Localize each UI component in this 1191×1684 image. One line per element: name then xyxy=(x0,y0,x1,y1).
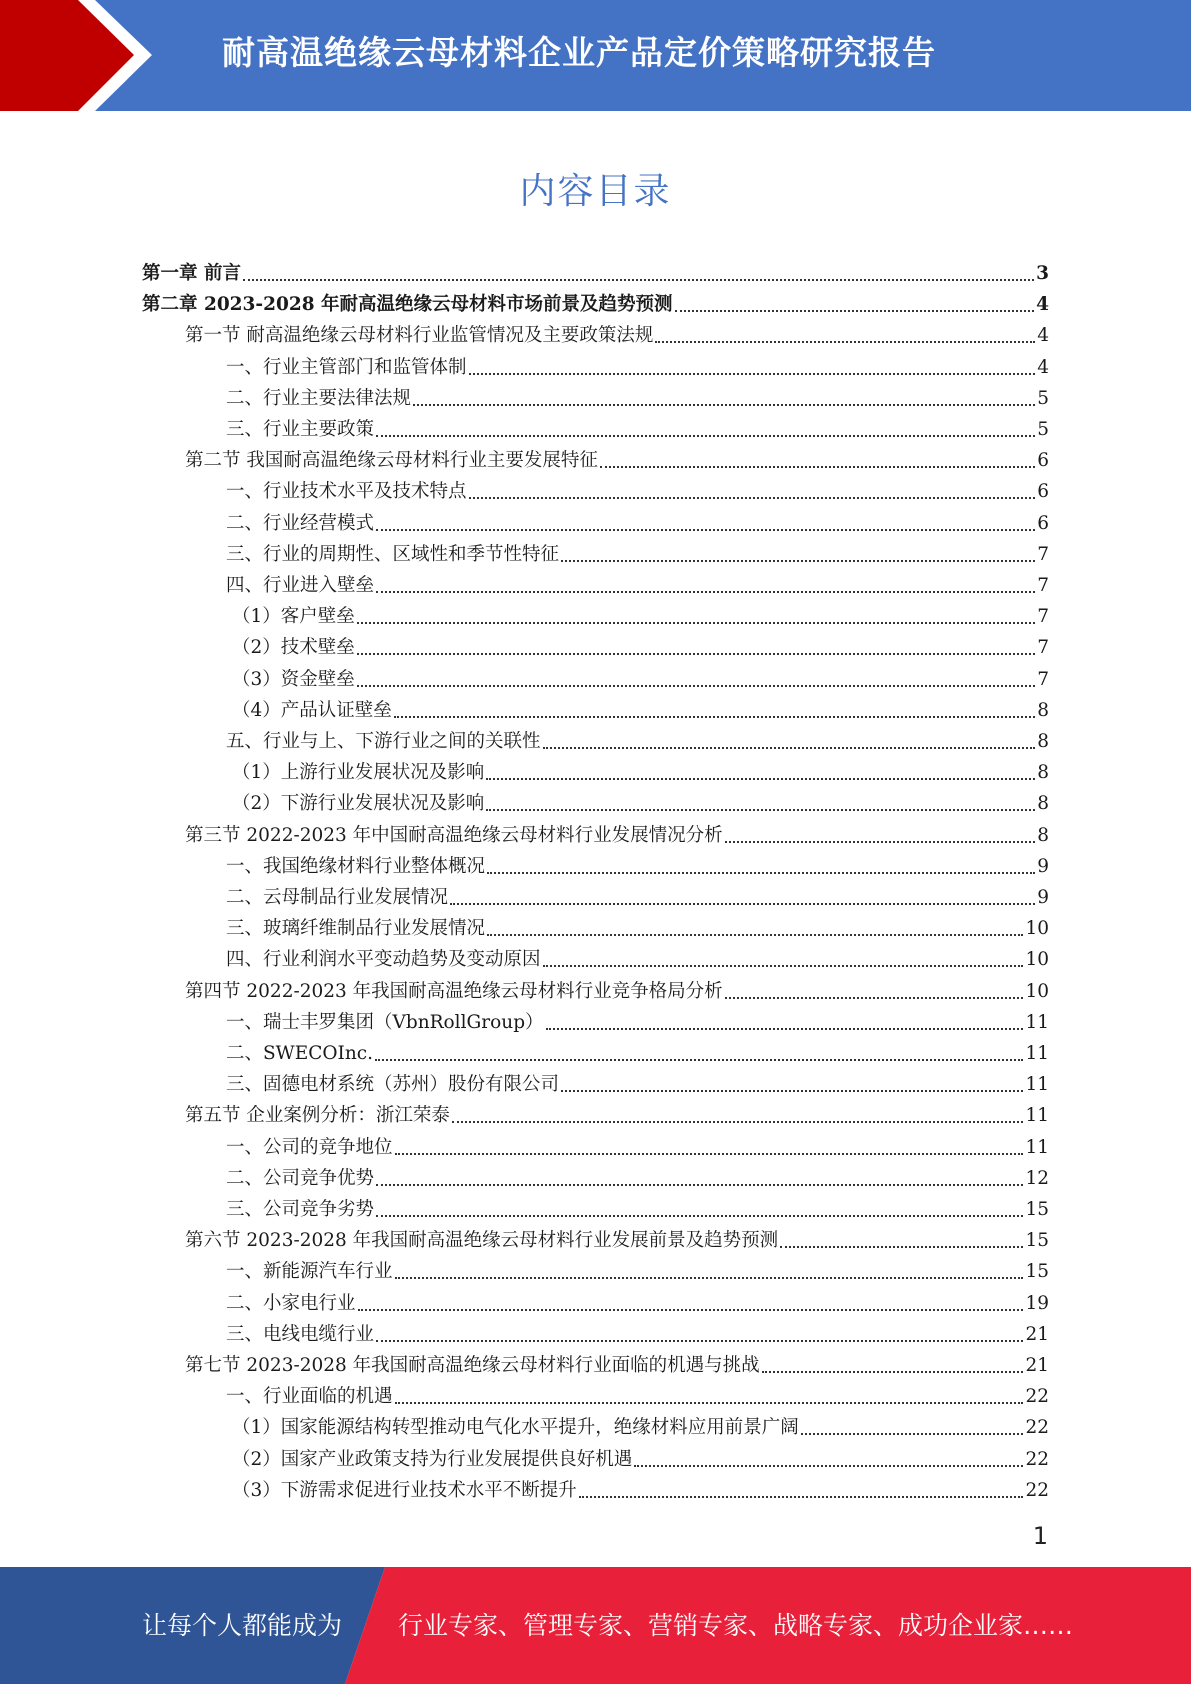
toc-entry-page: 7 xyxy=(1037,575,1049,596)
toc-entry-title: 三、公司竞争劣势 xyxy=(226,1199,375,1220)
dot-leader xyxy=(725,997,1024,999)
dot-leader xyxy=(376,529,1035,531)
arrow-decoration-icon xyxy=(0,0,160,111)
toc-entry-title: 第一节 耐高温绝缘云母材料行业监管情况及主要政策法规 xyxy=(185,325,654,347)
toc-entry-page: 5 xyxy=(1037,387,1049,409)
toc-entry-title: 第一章 前言 xyxy=(142,263,241,284)
toc-entry[interactable] xyxy=(185,1221,1049,1252)
toc-entry-title: （2）技术壁垒 xyxy=(232,637,355,659)
toc-entry[interactable] xyxy=(226,348,1049,379)
toc-entry-page: 6 xyxy=(1037,450,1049,472)
dot-leader xyxy=(357,685,1035,687)
dot-leader xyxy=(243,279,1034,281)
footer-banner xyxy=(0,1567,1191,1684)
toc-entry-page: 8 xyxy=(1037,793,1049,815)
toc-entry-page: 8 xyxy=(1037,731,1049,752)
toc-entry-title: 三、玻璃纤维制品行业发展情况 xyxy=(226,918,486,940)
header-banner xyxy=(0,0,1191,111)
dot-leader xyxy=(395,1402,1024,1404)
toc-entry-page: 10 xyxy=(1025,980,1049,1002)
toc-entry[interactable] xyxy=(226,878,1049,909)
dot-leader xyxy=(358,1309,1024,1311)
toc-entry-title: 一、公司的竞争地位 xyxy=(226,1136,393,1158)
toc-entry-title: （1）客户壁垒 xyxy=(232,606,355,628)
toc-entry-title: 一、行业技术水平及技术特点 xyxy=(226,481,467,503)
toc-entry[interactable] xyxy=(142,285,1049,316)
toc-entry-title: （1）国家能源结构转型推动电气化水平提升，绝缘材料应用前景广阔 xyxy=(232,1417,799,1439)
toc-entry-page: 8 xyxy=(1037,762,1049,784)
footer-slogan-right: 行业专家、管理专家、营销专家、战略专家、成功企业家…… xyxy=(398,1611,1074,1640)
toc-entry-title: 四、行业利润水平变动趋势及变动原因 xyxy=(226,949,541,971)
toc-entry-title: 三、电线电缆行业 xyxy=(226,1323,375,1345)
toc-entry-page: 8 xyxy=(1037,699,1049,721)
dot-leader xyxy=(486,778,1035,780)
toc-entry[interactable] xyxy=(226,1065,1049,1096)
dot-leader xyxy=(486,809,1035,811)
toc-entry-page: 6 xyxy=(1037,512,1049,534)
toc-entry-page: 7 xyxy=(1037,637,1049,659)
dot-leader xyxy=(543,965,1024,967)
toc-entry[interactable] xyxy=(226,847,1049,878)
dot-leader xyxy=(561,1090,1023,1092)
toc-entry-page: 7 xyxy=(1037,606,1049,628)
toc-entry-page: 9 xyxy=(1037,855,1049,877)
toc-entry-title: （4）产品认证壁垒 xyxy=(232,699,392,721)
dot-leader xyxy=(375,1059,1023,1061)
dot-leader xyxy=(376,591,1035,593)
dot-leader xyxy=(487,872,1035,874)
dot-leader xyxy=(413,404,1035,406)
page-number: 1 xyxy=(1032,1522,1048,1550)
toc-entry[interactable] xyxy=(226,1377,1049,1408)
dot-leader xyxy=(487,934,1023,936)
dot-leader xyxy=(561,560,1035,562)
toc-entry[interactable] xyxy=(226,410,1049,441)
toc-entry[interactable] xyxy=(232,597,1049,628)
toc-entry-page: 15 xyxy=(1025,1199,1049,1220)
toc-entry[interactable] xyxy=(232,1471,1049,1502)
dot-leader xyxy=(394,716,1035,718)
toc-entry-title: 第二节 我国耐高温绝缘云母材料行业主要发展特征 xyxy=(185,450,598,472)
toc-entry[interactable] xyxy=(226,1284,1049,1315)
toc-entry-title: 一、行业面临的机遇 xyxy=(226,1386,393,1408)
dot-leader xyxy=(546,1028,1024,1030)
dot-leader xyxy=(634,1465,1023,1467)
toc-entry-page: 22 xyxy=(1025,1448,1049,1470)
toc-entry[interactable] xyxy=(226,472,1049,503)
dot-leader xyxy=(357,622,1035,624)
toc-entry-title: 二、公司竞争优势 xyxy=(226,1167,375,1189)
dot-leader xyxy=(376,1184,1023,1186)
toc-entry[interactable] xyxy=(226,1003,1049,1034)
toc-entry-page: 19 xyxy=(1025,1292,1049,1314)
toc-entry[interactable] xyxy=(226,1159,1049,1190)
dot-leader xyxy=(450,903,1035,905)
toc-entry[interactable] xyxy=(232,660,1049,691)
toc-entry-title: 二、云母制品行业发展情况 xyxy=(226,887,449,908)
toc-entry-title: 四、行业进入壁垒 xyxy=(226,575,375,596)
toc-entry[interactable] xyxy=(232,691,1049,722)
toc-entry-title: 第二章 2023-2028 年耐高温绝缘云母材料市场前景及趋势预测 xyxy=(142,294,673,316)
toc-entry-page: 7 xyxy=(1037,543,1049,565)
toc-entry-title: 第六节 2023-2028 年我国耐高温绝缘云母材料行业发展前景及趋势预测 xyxy=(185,1230,779,1252)
toc-entry[interactable] xyxy=(142,254,1049,285)
toc-entry[interactable] xyxy=(232,628,1049,659)
toc-entry-title: 一、行业主管部门和监管体制 xyxy=(226,356,467,378)
toc-entry[interactable] xyxy=(185,816,1049,847)
toc-entry-page: 3 xyxy=(1036,263,1049,284)
dot-leader xyxy=(395,1153,1024,1155)
toc-entry[interactable] xyxy=(185,1346,1049,1377)
toc-entry-page: 21 xyxy=(1025,1355,1049,1376)
toc-entry-page: 22 xyxy=(1025,1479,1049,1501)
toc-entry-title: 五、行业与上、下游行业之间的关联性 xyxy=(226,731,541,752)
toc-entry-page: 9 xyxy=(1037,887,1049,908)
toc-entry-page: 12 xyxy=(1025,1167,1049,1189)
toc-entry[interactable] xyxy=(226,379,1049,410)
toc-entry[interactable] xyxy=(232,1440,1049,1471)
toc-entry-page: 8 xyxy=(1037,824,1049,846)
toc-entry-title: 二、行业主要法律法规 xyxy=(226,387,412,409)
report-title: 耐高温绝缘云母材料企业产品定价策略研究报告 xyxy=(222,33,936,72)
toc-entry-page: 11 xyxy=(1025,1136,1049,1158)
toc-entry-title: （2）下游行业发展状况及影响 xyxy=(232,793,485,815)
dot-leader xyxy=(395,1277,1024,1279)
toc-entry-title: 一、瑞士丰罗集团（VbnRollGroup） xyxy=(226,1011,544,1033)
dot-leader xyxy=(469,497,1036,499)
toc-entry-title: 三、行业主要政策 xyxy=(226,419,375,440)
dot-leader xyxy=(655,341,1035,343)
toc-entry-page: 22 xyxy=(1025,1417,1049,1439)
dot-leader xyxy=(725,841,1036,843)
toc-entry-page: 7 xyxy=(1037,668,1049,690)
toc-entry-page: 4 xyxy=(1037,356,1049,378)
toc-entry[interactable] xyxy=(226,566,1049,597)
toc-entry-title: （1）上游行业发展状况及影响 xyxy=(232,762,485,784)
toc-entry-title: 第四节 2022-2023 年我国耐高温绝缘云母材料行业竞争格局分析 xyxy=(185,980,723,1002)
toc-heading: 内容目录 xyxy=(519,171,672,212)
dot-leader xyxy=(675,310,1035,312)
toc-entry[interactable] xyxy=(232,753,1049,784)
toc-entry-page: 11 xyxy=(1025,1105,1049,1127)
toc-entry[interactable] xyxy=(185,441,1049,472)
toc-entry-title: 一、我国绝缘材料行业整体概况 xyxy=(226,855,486,877)
toc-entry[interactable] xyxy=(226,722,1049,753)
toc-entry[interactable] xyxy=(226,1128,1049,1159)
toc-entry[interactable] xyxy=(185,316,1049,347)
dot-leader xyxy=(469,373,1036,375)
toc-entry[interactable] xyxy=(226,909,1049,940)
toc-entry-page: 22 xyxy=(1025,1386,1049,1408)
dot-leader xyxy=(376,435,1035,437)
toc-entry[interactable] xyxy=(226,535,1049,566)
toc-entry-title: 三、固德电材系统（苏州）股份有限公司 xyxy=(226,1074,560,1096)
toc-entry-page: 11 xyxy=(1025,1074,1049,1096)
toc-entry-title: 第三节 2022-2023 年中国耐高温绝缘云母材料行业发展情况分析 xyxy=(185,824,723,846)
toc-entry-title: 第七节 2023-2028 年我国耐高温绝缘云母材料行业面临的机遇与挑战 xyxy=(185,1355,760,1376)
dot-leader xyxy=(600,466,1035,468)
toc-entry[interactable] xyxy=(226,940,1049,971)
toc-entry[interactable] xyxy=(226,1034,1049,1065)
toc-entry-page: 4 xyxy=(1036,294,1049,316)
toc-entry-title: 二、小家电行业 xyxy=(226,1292,356,1314)
toc-entry-title: （2）国家产业政策支持为行业发展提供良好机遇 xyxy=(232,1448,633,1470)
dot-leader xyxy=(376,1215,1023,1217)
toc-entry-page: 10 xyxy=(1025,918,1049,940)
toc-entry-page: 10 xyxy=(1025,949,1049,971)
toc-entry-page: 4 xyxy=(1037,325,1049,347)
toc-entry-title: 三、行业的周期性、区域性和季节性特征 xyxy=(226,543,560,565)
toc-entry[interactable] xyxy=(226,1190,1049,1221)
dot-leader xyxy=(452,1121,1024,1123)
toc-entry-page: 11 xyxy=(1025,1043,1049,1064)
toc-entry-title: 二、SWECOInc. xyxy=(226,1043,373,1064)
toc-entry[interactable] xyxy=(226,504,1049,535)
toc-entry[interactable] xyxy=(226,1315,1049,1346)
toc-entry-page: 21 xyxy=(1025,1323,1049,1345)
toc-entry-title: 第五节 企业案例分析：浙江荣泰 xyxy=(185,1105,450,1127)
toc-entry[interactable] xyxy=(185,972,1049,1003)
toc-entry-title: （3）资金壁垒 xyxy=(232,668,355,690)
dot-leader xyxy=(762,1371,1024,1373)
dot-leader xyxy=(543,747,1036,749)
toc-entry-title: 二、行业经营模式 xyxy=(226,512,375,534)
toc-entry-page: 6 xyxy=(1037,481,1049,503)
footer-slogan-left: 让每个人都能成为 xyxy=(142,1611,343,1640)
dot-leader xyxy=(579,1496,1024,1498)
toc-entry[interactable] xyxy=(232,1408,1049,1439)
toc-entry-title: 一、新能源汽车行业 xyxy=(226,1261,393,1283)
toc-entry-page: 15 xyxy=(1025,1261,1049,1283)
toc-entry[interactable] xyxy=(226,1252,1049,1283)
dot-leader xyxy=(357,653,1035,655)
toc-entry[interactable] xyxy=(185,1096,1049,1127)
toc-entry[interactable] xyxy=(232,784,1049,815)
toc-entry-page: 11 xyxy=(1025,1011,1049,1033)
toc-entry-title: （3）下游需求促进行业技术水平不断提升 xyxy=(232,1479,577,1501)
toc-entry-page: 15 xyxy=(1025,1230,1049,1252)
dot-leader xyxy=(801,1433,1024,1435)
toc-entry-page: 5 xyxy=(1037,419,1049,440)
dot-leader xyxy=(376,1340,1023,1342)
dot-leader xyxy=(780,1246,1023,1248)
